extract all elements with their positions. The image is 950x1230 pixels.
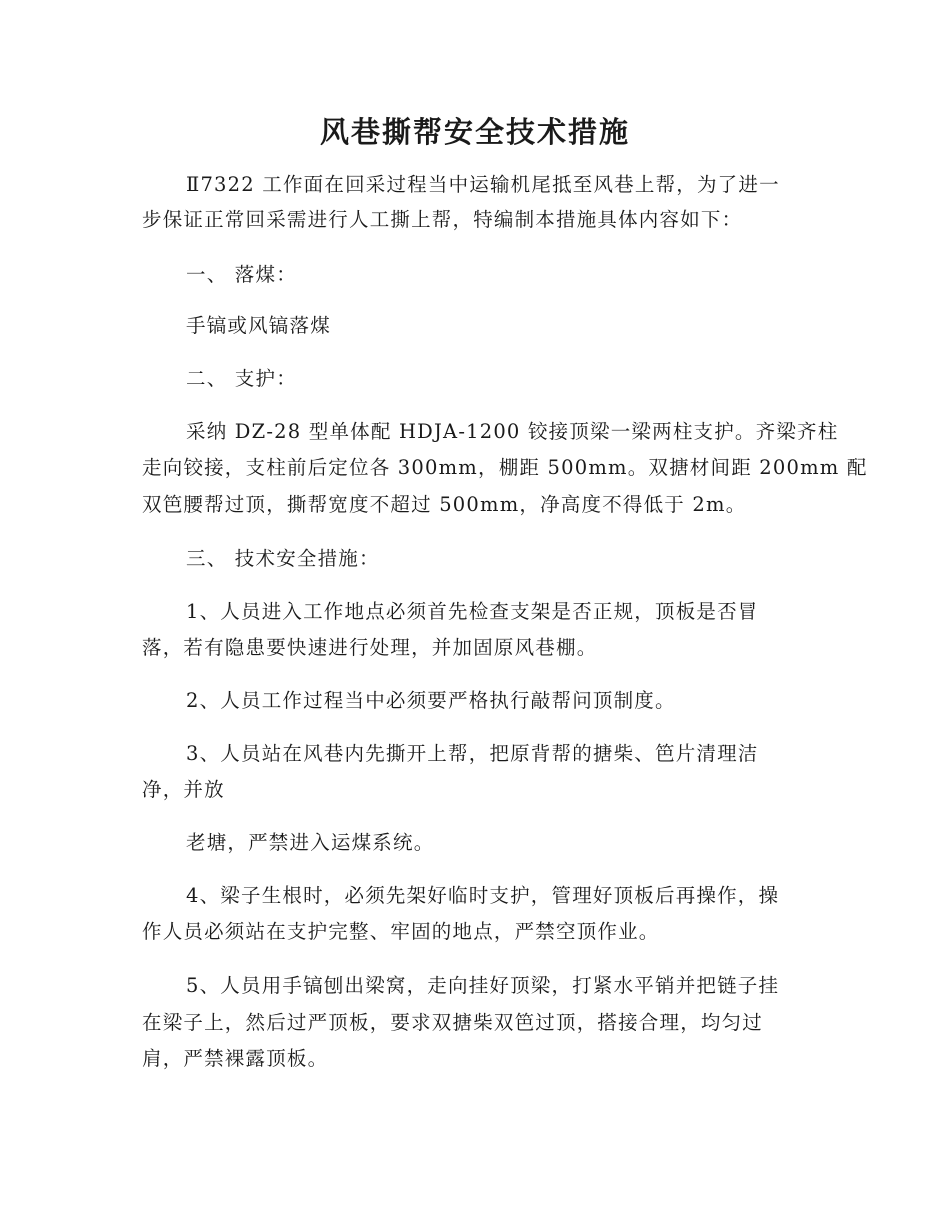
section-heading-2: 二、 支护：: [186, 367, 297, 390]
body-line-14: 作人员必须站在支护完整、牢固的地点，严禁空顶作业。: [142, 920, 660, 943]
section-heading-1: 一、 落煤：: [186, 263, 297, 286]
body-line-13: 4、梁子生根时，必须先架好临时支护，管理好顶板后再操作，操: [186, 884, 780, 907]
body-line-12: 老塘，严禁进入运煤系统。: [186, 831, 435, 854]
document-title: 风巷撕帮安全技术措施: [319, 115, 630, 149]
body-line-17: 肩，严禁裸露顶板。: [142, 1047, 329, 1070]
body-line-1: Ⅱ7322 工作面在回采过程当中运输机尾抵至风巷上帮，为了进一: [186, 173, 780, 196]
body-line-2: 步保证正常回采需进行人工撕上帮，特编制本措施具体内容如下：: [142, 208, 743, 231]
body-line-7: 1、人员进入工作地点必须首先检查支架是否正规，顶板是否冒: [186, 600, 759, 623]
body-line-10: 3、人员站在风巷内先撕开上帮，把原背帮的搪柴、笆片清理洁: [186, 742, 759, 765]
body-line-3: 手镐或风镐落煤: [186, 314, 331, 337]
body-line-4: 采纳 DZ-28 型单体配 HDJA-1200 铰接顶梁一梁两柱支护。齐梁齐柱: [186, 420, 839, 443]
body-line-16: 在梁子上，然后过严顶板，要求双搪柴双笆过顶，搭接合理，均匀过: [142, 1011, 764, 1034]
body-line-8: 落，若有隐患要快速进行处理，并加固原风巷棚。: [142, 636, 598, 659]
body-line-11: 净，并放: [142, 778, 225, 801]
body-line-5: 走向铰接，支柱前后定位各 300mm，棚距 500mm。双搪材间距 200mm 配: [142, 456, 868, 479]
body-line-9: 2、人员工作过程当中必须要严格执行敲帮问顶制度。: [186, 689, 676, 712]
section-heading-3: 三、 技术安全措施：: [186, 547, 380, 570]
body-line-15: 5、人员用手镐刨出梁窝，走向挂好顶梁，打紧水平销并把链子挂: [186, 974, 780, 997]
body-line-6: 双笆腰帮过顶，撕帮宽度不超过 500mm，净高度不得低于 2m。: [142, 493, 747, 516]
